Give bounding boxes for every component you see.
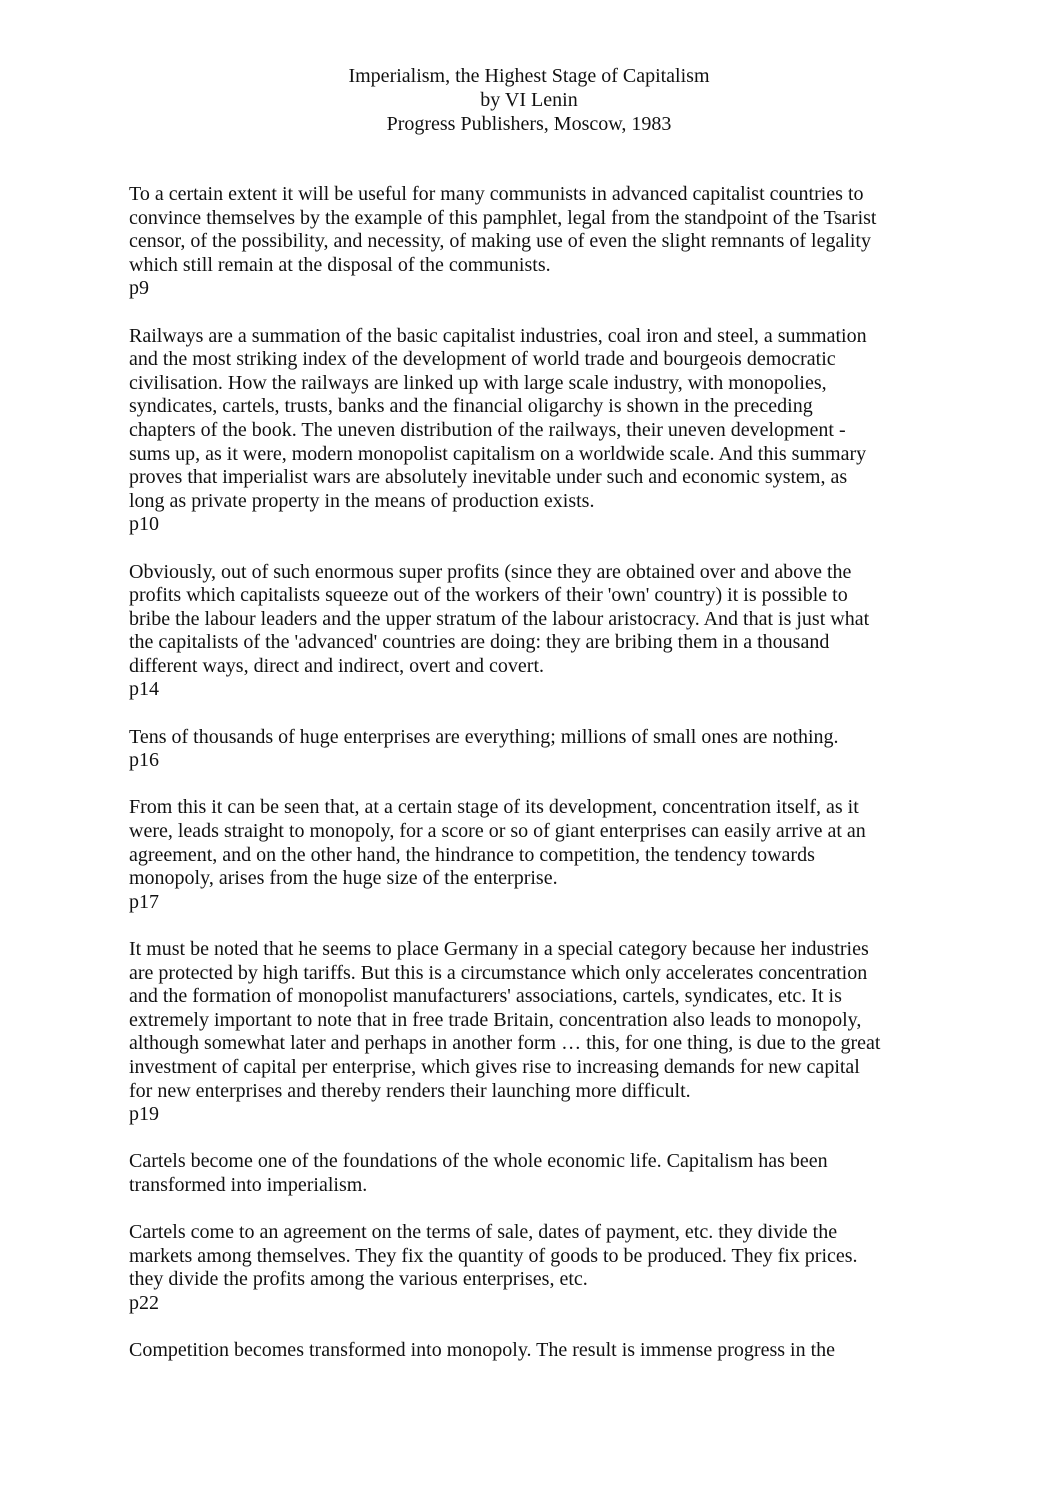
text-line: censor, of the possibility, and necessity, of making use of even the slight remnants of legality bbox=[129, 230, 871, 253]
text-line: are protected by high tariffs. But this is a circumstance which only accelerates concentration bbox=[129, 961, 868, 984]
text-line: Railways are a summation of the basic capitalist industries, coal iron and steel, a summation bbox=[129, 324, 867, 347]
text-line: and the formation of monopolist manufacturers' associations, cartels, syndicates, etc. It is bbox=[129, 985, 842, 1008]
page-reference: p22 bbox=[129, 1291, 159, 1314]
text-line: investment of capital per enterprise, which gives rise to increasing demands for new capital bbox=[129, 1055, 860, 1078]
text-line: From this it can be seen that, at a certain stage of its development, concentration itself, as it bbox=[129, 796, 859, 819]
text-line: they divide the profits among the various enterprises, etc. bbox=[129, 1268, 588, 1291]
paragraph bbox=[129, 1221, 944, 1315]
text-line: chapters of the book. The uneven distribution of the railways, their uneven development - bbox=[129, 418, 846, 441]
document-title: Imperialism, the Highest Stage of Capitalism bbox=[348, 65, 710, 87]
document-author: by VI Lenin bbox=[480, 89, 578, 111]
text-line: civilisation. How the railways are linked up with large scale industry, with monopolies, bbox=[129, 371, 827, 394]
paragraph bbox=[129, 726, 944, 773]
text-line: sums up, as it were, modern monopolist capitalism on a worldwide scale. And this summary bbox=[129, 442, 867, 465]
text-line: long as private property in the means of production exists. bbox=[129, 489, 595, 512]
paragraph bbox=[129, 325, 944, 537]
paragraph bbox=[129, 183, 944, 301]
page-reference: p19 bbox=[129, 1103, 159, 1126]
text-line: Cartels come to an agreement on the terms of sale, dates of payment, etc. they divide the bbox=[129, 1221, 838, 1244]
text-line: and the most striking index of the development of world trade and bourgeois democratic bbox=[129, 348, 836, 371]
text-line: transformed into imperialism. bbox=[129, 1173, 368, 1196]
text-line: which still remain at the disposal of the communists. bbox=[129, 253, 551, 276]
paragraph bbox=[129, 1150, 944, 1197]
text-line: syndicates, cartels, trusts, banks and the financial oligarchy is shown in the preceding bbox=[129, 395, 813, 418]
paragraph bbox=[129, 561, 944, 703]
text-line: Cartels become one of the foundations of the whole economic life. Capitalism has been bbox=[129, 1150, 828, 1173]
text-line: were, leads straight to monopoly, for a score or so of giant enterprises can easily arrive at an bbox=[129, 820, 866, 843]
text-line: agreement, and on the other hand, the hindrance to competition, the tendency towards bbox=[129, 843, 815, 866]
page-reference: p17 bbox=[129, 890, 159, 913]
text-line: monopoly, arises from the huge size of the enterprise. bbox=[129, 867, 558, 890]
document-header bbox=[0, 64, 1058, 136]
text-line: convince themselves by the example of this pamphlet, legal from the standpoint of the Tsarist bbox=[129, 206, 877, 229]
text-line: proves that imperialist wars are absolutely inevitable under such and economic system, as bbox=[129, 466, 848, 489]
text-line: although somewhat later and perhaps in another form … this, for one thing, is due to the great bbox=[129, 1032, 881, 1055]
text-line: for new enterprises and thereby renders their launching more difficult. bbox=[129, 1079, 691, 1102]
paragraph bbox=[129, 796, 944, 914]
text-line: profits which capitalists squeeze out of the workers of their 'own' country) it is possible to bbox=[129, 584, 848, 607]
text-line: extremely important to note that in free trade Britain, concentration also leads to monopoly, bbox=[129, 1008, 862, 1031]
page-reference: p9 bbox=[129, 277, 149, 300]
text-line: Tens of thousands of huge enterprises are everything; millions of small ones are nothing. bbox=[129, 725, 839, 748]
page-reference: p16 bbox=[129, 749, 159, 772]
paragraph bbox=[129, 938, 944, 1127]
page-reference: p14 bbox=[129, 678, 159, 701]
text-line: It must be noted that he seems to place Germany in a special category because her industries bbox=[129, 938, 869, 960]
text-line: bribe the labour leaders and the upper stratum of the labour aristocracy. And that is just what bbox=[129, 607, 870, 630]
document-publisher: Progress Publishers, Moscow, 1983 bbox=[386, 113, 672, 135]
page-reference: p10 bbox=[129, 513, 159, 536]
paragraph bbox=[129, 1339, 944, 1363]
text-line: different ways, direct and indirect, overt and covert. bbox=[129, 654, 545, 677]
text-line: markets among themselves. They fix the quantity of goods to be produced. They fix prices. bbox=[129, 1244, 858, 1267]
text-line: To a certain extent it will be useful for many communists in advanced capitalist countries to bbox=[129, 183, 864, 205]
text-line: Competition becomes transformed into monopoly. The result is immense progress in the bbox=[129, 1339, 835, 1362]
document-body bbox=[129, 183, 944, 1386]
text-line: the capitalists of the 'advanced' countries are doing: they are bribing them in a thousand bbox=[129, 631, 830, 654]
text-line: Obviously, out of such enormous super profits (since they are obtained over and above the bbox=[129, 560, 852, 583]
